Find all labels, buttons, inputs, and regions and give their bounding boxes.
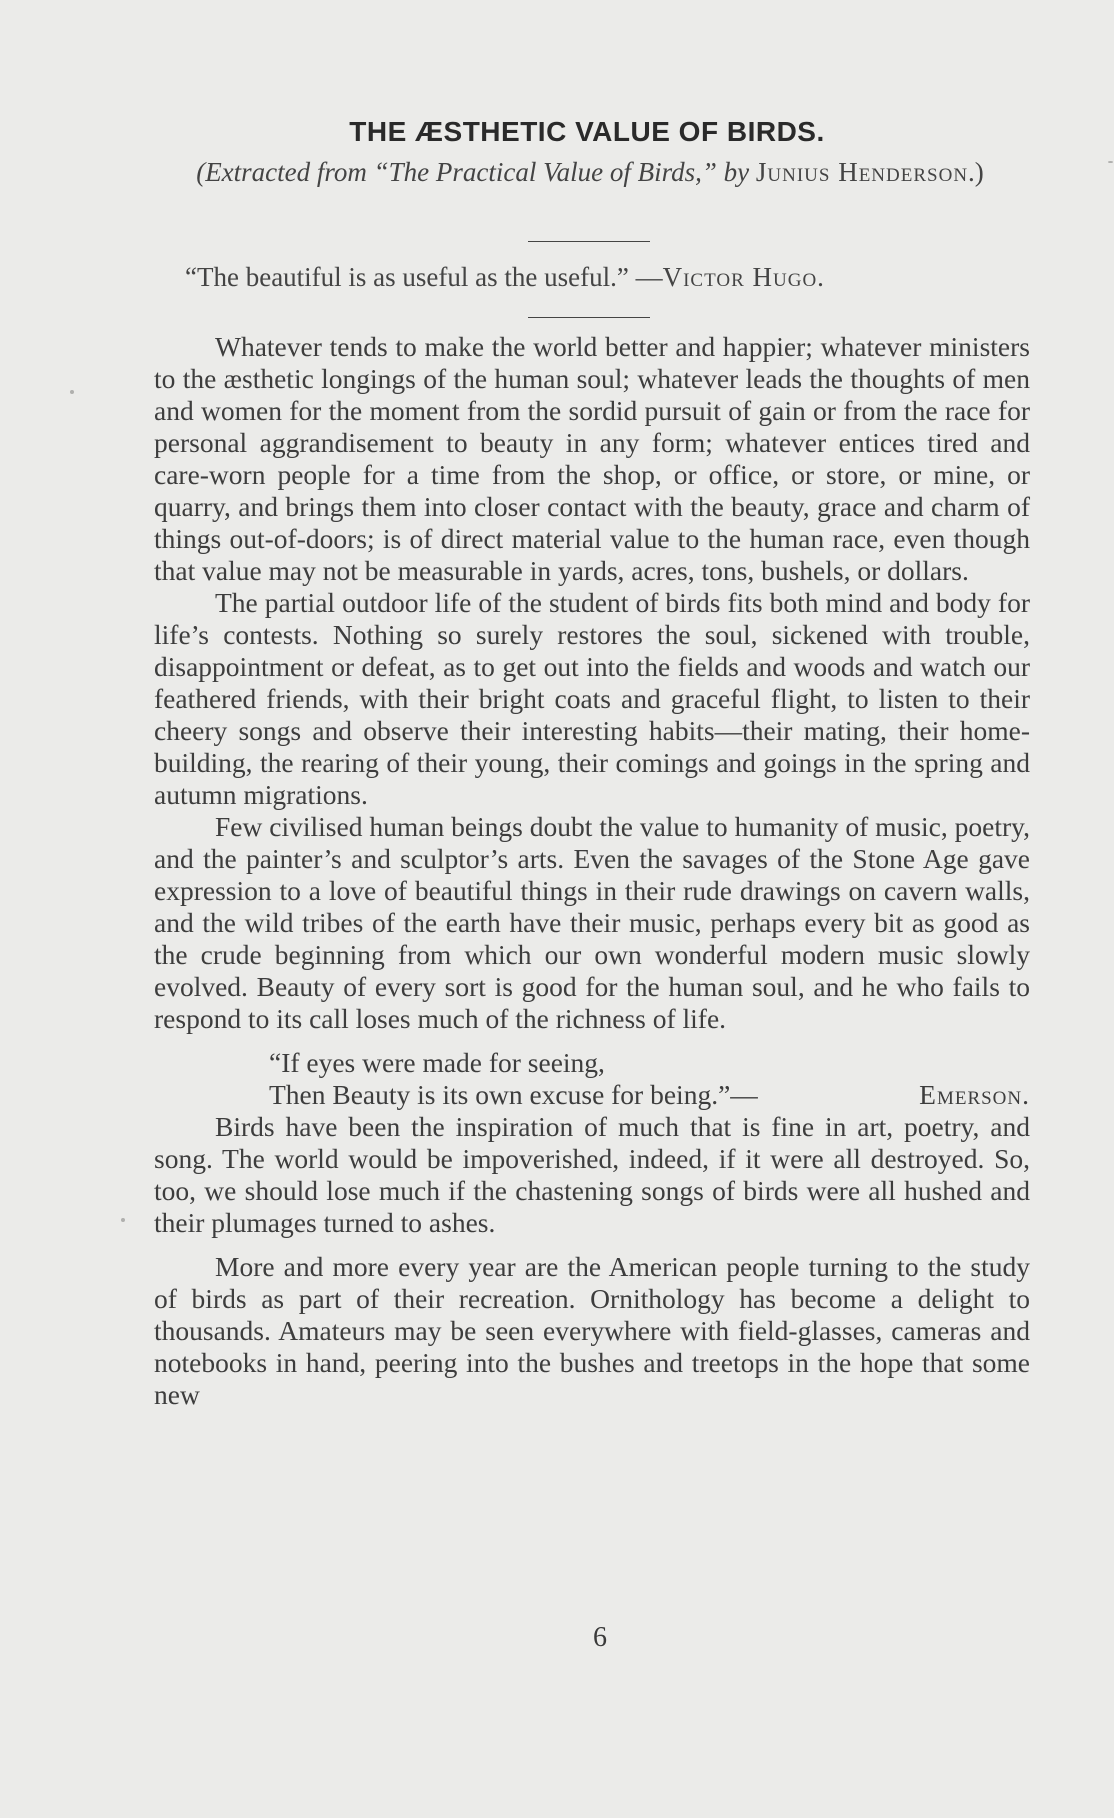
epigraph-quote: “The beautiful is as useful as the useful.” — xyxy=(185,262,663,292)
poem-attribution: Emerson. xyxy=(919,1079,1030,1110)
paragraph: Birds have been the inspiration of much that is fine in art, poetry, and song. The world would be impoverished, indeed, if it were all destroyed. So, too, we should lose much if the chastening songs of birds were all hushed and their plumages turned to ashes. xyxy=(154,1111,1030,1238)
paper-speck xyxy=(70,390,74,394)
article-subtitle xyxy=(150,156,1030,189)
paper-speck xyxy=(1108,161,1113,163)
subtitle-suffix: .) xyxy=(968,157,984,187)
subtitle-prefix: (Extracted from “The Practical Value of Birds,” by xyxy=(196,157,756,187)
poem-quote xyxy=(154,1047,1030,1111)
paragraph: More and more every year are the American people turning to the study of birds as part of their recreation. Ornithology has become a delight to thousands. Amateurs may be seen everywhere with field-glasses, cameras and notebooks in hand, peering into the bushes and treetops in the hope that some new xyxy=(154,1251,1030,1410)
paragraph: Whatever tends to make the world better and happier; whatever ministers to the æsthetic longings of the human soul; whatever leads the thoughts of men and women for the moment from the sordid pursuit of gain or from the race for personal aggrandisement to beauty in any form; whatever entices tired and care-worn people for a time from the shop, or office, or store, or mine, or quarry, and brings them into closer contact with the beauty, grace and charm of things out-of-doors; is of direct material value to the human race, even though that value may not be measurable in yards, acres, tons, bushels, or dollars. xyxy=(154,331,1030,586)
poem-line-2-text: Then Beauty is its own excuse for being.”— xyxy=(269,1079,758,1110)
subtitle-author: Junius Henderson xyxy=(755,157,969,187)
page-number: 6 xyxy=(593,1622,607,1653)
paragraph: Few civilised human beings doubt the value to humanity of music, poetry, and the painter’s and sculptor’s arts. Even the savages of the Stone Age gave expression to a love of beautiful things in their rude drawings on cavern walls, and the wild tribes of the earth have their music, perhaps every bit as good as the crude beginning from which our own wonderful modern music slowly evolved. Beauty of every sort is good for the human soul, and he who fails to respond to its call loses much of the richness of life. xyxy=(154,811,1030,1034)
article-title: THE ÆSTHETIC VALUE OF BIRDS. xyxy=(349,116,825,147)
divider-rule xyxy=(528,317,650,318)
paragraph: The partial outdoor life of the student of birds fits both mind and body for life’s contests. Nothing so surely restores the soul, sickened with trouble, disappointment or defeat, as to get out into the fields and woods and watch our feathered friends, with their bright coats and graceful flight, to listen to their cheery songs and observe their interesting habits—their mating, their home-building, the rearing of their young, their comings and goings in the spring and autumn migrations. xyxy=(154,587,1030,810)
paper-speck xyxy=(121,1218,125,1222)
paragraph-gap xyxy=(154,1239,1030,1251)
article-body xyxy=(154,331,1030,1411)
poem-line-1: “If eyes were made for seeing, xyxy=(269,1047,605,1078)
epigraph xyxy=(185,262,995,293)
epigraph-attribution: Victor Hugo. xyxy=(662,262,825,292)
divider-rule xyxy=(528,241,650,242)
poem-line-2 xyxy=(154,1079,1030,1111)
